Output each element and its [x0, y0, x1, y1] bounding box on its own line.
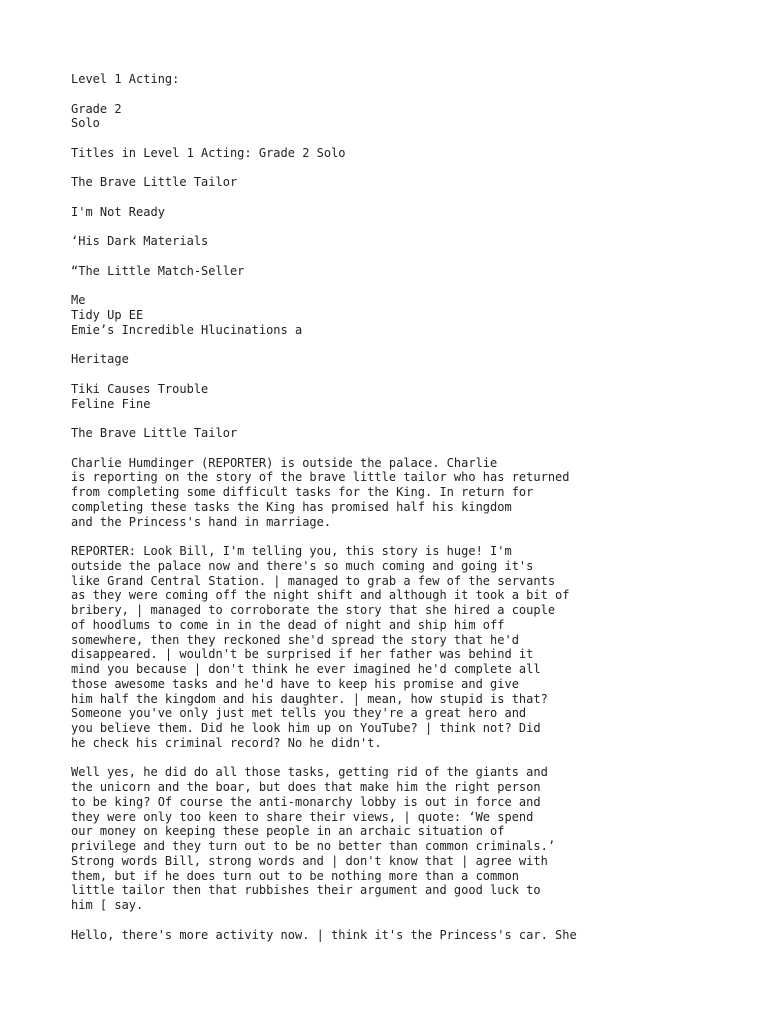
text-line: Someone you've only just met tells you they're a great hero and — [71, 706, 527, 721]
spacer — [71, 190, 751, 205]
text-line: Hello, there's more activity now. | think it's the Princess's car. She — [71, 927, 577, 942]
spacer — [71, 249, 751, 264]
text-line: the unicorn and the boar, but does that make him the right person — [71, 780, 541, 794]
text-line: those awesome tasks and he'd have to keep his promise and give — [71, 676, 519, 691]
title-item: Feline Fine — [71, 396, 151, 411]
title-item: I'm Not Ready — [71, 204, 165, 219]
spacer — [71, 913, 751, 928]
text-line: you believe them. Did he look him up on YouTube? | think not? Did — [71, 721, 541, 735]
text-line: from completing some difficult tasks for the King. In return for — [71, 485, 534, 499]
spacer — [71, 131, 751, 146]
text-line: and the Princess's hand in marriage. — [71, 514, 332, 529]
spacer — [71, 529, 751, 544]
titles-heading: Titles in Level 1 Acting: Grade 2 Solo — [71, 145, 346, 160]
doc-grade: Grade 2 — [71, 101, 122, 116]
text-line: our money on keeping these people in an archaic situation of — [71, 824, 505, 839]
text-line: Strong words Bill, strong words and | don't know that | agree with — [71, 853, 548, 868]
title-item: The Brave Little Tailor — [71, 175, 238, 190]
text-line: to be king? Of course the anti-monarchy lobby is out in force and — [71, 794, 541, 809]
text-line: somewhere, then they reckoned she'd spread the story that he'd — [71, 632, 519, 647]
section-title: The Brave Little Tailor — [71, 426, 238, 440]
title-item: “The Little Match-Seller — [71, 263, 245, 278]
spacer — [71, 338, 751, 353]
text-line: completing these tasks the King has promised half his kingdom — [71, 499, 512, 514]
reporter-paragraph-1 — [71, 544, 751, 751]
title-item: Me — [71, 293, 86, 308]
text-line: mind you because | don't think he ever imagined he'd complete all — [71, 662, 541, 676]
spacer — [71, 411, 751, 426]
title-item: ‘His Dark Materials — [71, 234, 209, 249]
text-line: Charlie Humdinger (REPORTER) is outside the palace. Charlie — [71, 455, 498, 470]
text-line: disappeared. | wouldn't be surprised if her father was behind it — [71, 647, 534, 662]
text-line: him half the kingdom and his daughter. | mean, how stupid is that? — [71, 691, 548, 706]
title-item: Heritage — [71, 352, 129, 367]
doc-heading: Level 1 Acting: — [71, 72, 180, 86]
text-line: is reporting on the story of the brave little tailor who has returned — [71, 470, 570, 485]
spacer — [71, 279, 751, 294]
document-page — [71, 72, 751, 942]
text-line: as they were coming off the night shift and although it took a bit of — [71, 588, 570, 603]
text-line: little tailor then that rubbishes their argument and good luck to — [71, 883, 541, 898]
spacer — [71, 220, 751, 235]
text-line: them, but if he does turn out to be nothing more than a common — [71, 868, 519, 883]
text-line: him [ say. — [71, 898, 144, 912]
spacer — [71, 87, 751, 102]
text-line: of hoodlums to come in in the dead of night and ship him off — [71, 617, 505, 632]
intro-paragraph — [71, 456, 751, 530]
text-line: Well yes, he did do all those tasks, getting rid of the giants and — [71, 765, 548, 780]
text-line: privilege and they turn out to be no better than common criminals.’ — [71, 839, 556, 853]
text-line: like Grand Central Station. | managed to grab a few of the servants — [71, 573, 556, 588]
reporter-paragraph-3 — [71, 928, 751, 943]
spacer — [71, 161, 751, 176]
text-line: he check his criminal record? No he didn't. — [71, 735, 382, 750]
title-item: Tiki Causes Trouble — [71, 381, 209, 396]
doc-type: Solo — [71, 116, 100, 131]
text-line: REPORTER: Look Bill, I'm telling you, this story is huge! I'm — [71, 544, 512, 558]
text-line: outside the palace now and there's so much coming and going it's — [71, 558, 534, 573]
text-line: bribery, | managed to corroborate the story that she hired a couple — [71, 603, 556, 617]
spacer — [71, 751, 751, 766]
title-item: Emie’s Incredible Hlucinations a — [71, 322, 303, 337]
spacer — [71, 441, 751, 456]
spacer — [71, 367, 751, 382]
reporter-paragraph-2 — [71, 765, 751, 913]
text-line: they were only too keen to share their views, | quote: ‘We spend — [71, 809, 534, 824]
title-item: Tidy Up EE — [71, 308, 144, 322]
